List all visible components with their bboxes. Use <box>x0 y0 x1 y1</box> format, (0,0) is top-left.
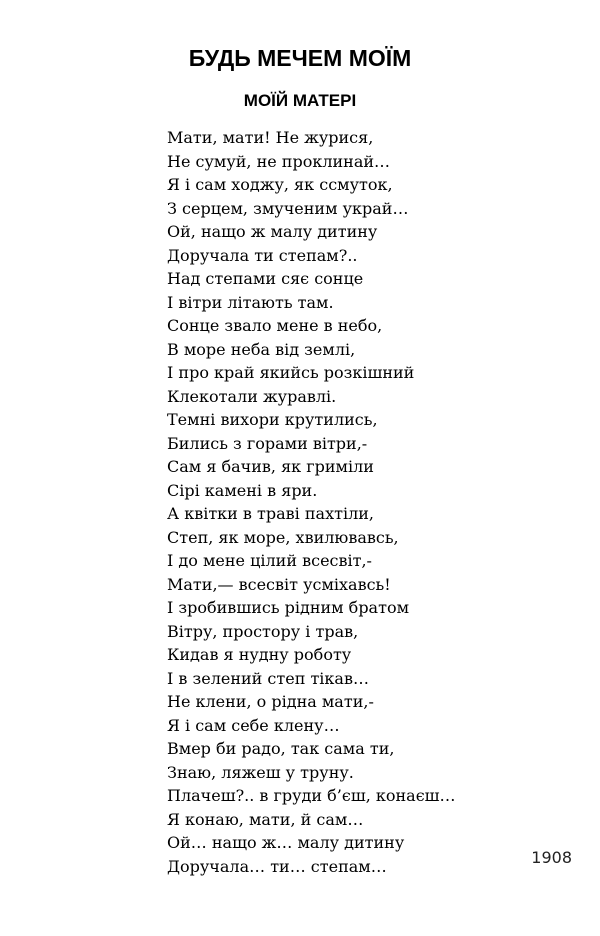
poem-line: І зробившись рідним братом <box>167 598 410 617</box>
poem-line: Сам я бачив, як гриміли <box>167 457 374 476</box>
poem-line: Ой… нащо ж… малу дитину <box>167 833 405 852</box>
poem-title: БУДЬ МЕЧЕМ МОЇМ <box>188 45 412 71</box>
poem-line: І до мене цілий всесвіт,- <box>167 551 372 570</box>
poem-line: Вітру, простору і трав, <box>167 621 359 641</box>
poem-line: Я і сам ходжу, як ссмуток, <box>167 175 393 194</box>
poem-line: Темні вихори крутились, <box>167 410 378 429</box>
poem-body <box>167 126 456 878</box>
poem-line: Не сумуй, не проклинай… <box>167 151 391 171</box>
poem-line: Не клени, о рідна мати,- <box>167 692 374 711</box>
poem-line: Знаю, ляжеш у труну. <box>167 762 354 782</box>
poem-line: Клекотали журавлі. <box>167 386 337 406</box>
poem-dedication: МОЇЙ МАТЕРІ <box>243 91 357 110</box>
poem-line: І в зелений степ тікав… <box>167 668 369 688</box>
poem-line: Я і сам себе клену… <box>167 715 340 735</box>
poem-line: Сонце звало мене в небо, <box>167 316 383 335</box>
poem-line: А квітки в траві пахтіли, <box>167 504 374 523</box>
poem-line: Над степами сяє сонце <box>167 269 364 288</box>
poem-line: Кидав я нудну роботу <box>167 645 352 664</box>
poem-line: І вітри літають там. <box>167 292 334 312</box>
poem-line: Плачеш?.. в груди б’єш, конаєш… <box>167 786 456 805</box>
poem-line: І про край якийсь розкішний <box>167 363 415 382</box>
poem-line: В море неба від землі, <box>167 339 356 359</box>
poem-line: Вмер би радо, так сама ти, <box>167 739 395 758</box>
poem-line: Мати, мати! Не журися, <box>167 128 374 147</box>
poem-line: Степ, як море, хвилювавсь, <box>167 527 399 547</box>
poem-year: 1908 <box>531 848 572 867</box>
poem-line: Бились з горами вітри,- <box>167 433 368 453</box>
poem-line: Сірі камені в яри. <box>167 480 318 500</box>
poem-line: Ой, нащо ж малу дитину <box>167 222 378 241</box>
poem-line: Я конаю, мати, й сам… <box>167 809 364 829</box>
poem-line: Доручала… ти… степам… <box>167 856 387 876</box>
poem-line: Доручала ти степам?.. <box>167 245 358 265</box>
poem-line: Мати,— всесвіт усміхавсь! <box>167 574 391 594</box>
poem-line: З серцем, змученим украй… <box>167 198 409 218</box>
